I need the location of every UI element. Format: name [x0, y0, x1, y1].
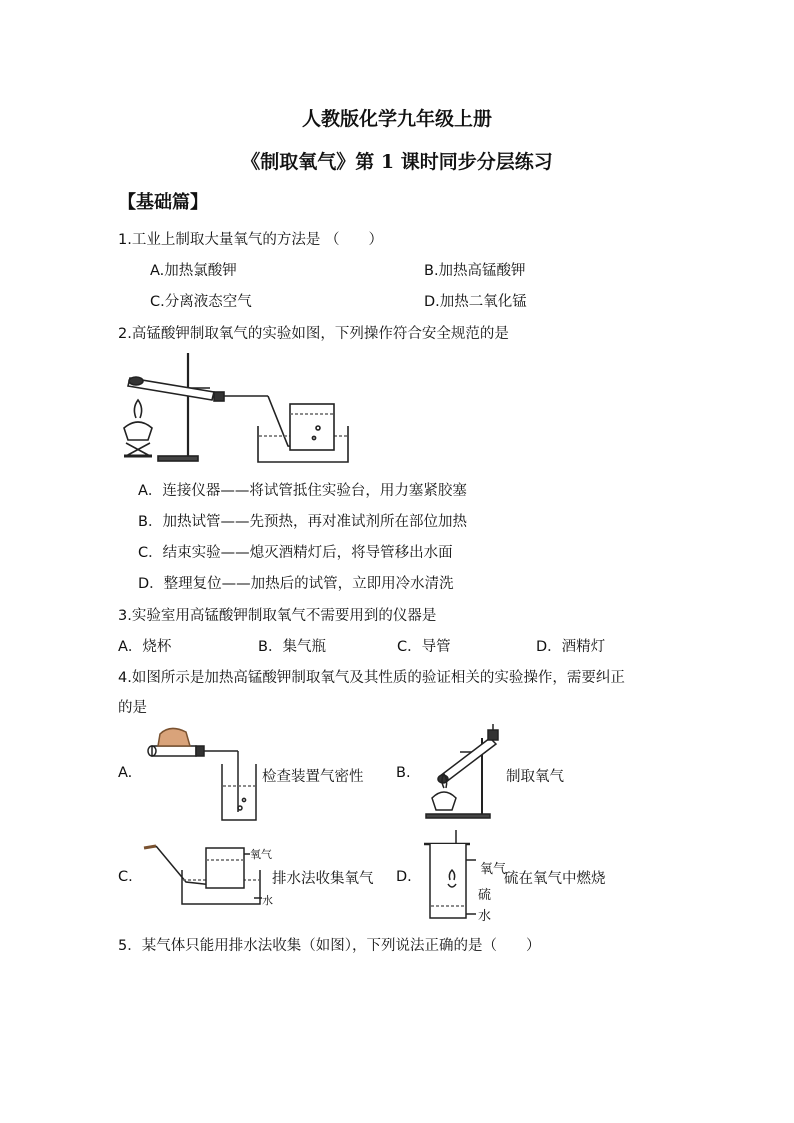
page-subtitle: 《制取氧气》第 1 课时同步分层练习	[241, 151, 553, 173]
question-3-option-a[interactable]: A．烧杯	[118, 639, 172, 655]
question-3-stem: 3.实验室用高锰酸钾制取氧气不需要用到的仪器是	[118, 608, 437, 624]
question-1-option-a[interactable]: A.加热氯酸钾	[150, 263, 237, 279]
question-1-option-b[interactable]: B.加热高锰酸钾	[424, 263, 526, 279]
water-displacement-collection-figure	[142, 838, 262, 910]
question-4-option-c-letter[interactable]: C.	[118, 869, 133, 885]
question-4-stem-line-2: 的是	[118, 700, 147, 716]
question-1-stem: 1.工业上制取大量氧气的方法是 （ ）	[118, 232, 383, 248]
question-4-option-b-caption[interactable]: 制取氧气	[506, 769, 564, 785]
figure-d-water-label: 水	[478, 909, 492, 924]
question-5-stem: 5．某气体只能用排水法收集（如图），下列说法正确的是（ ）	[118, 938, 541, 954]
figure-c-water-label: 水	[262, 894, 273, 907]
question-4-option-b-letter[interactable]: B.	[396, 765, 411, 781]
oxygen-preparation-figure	[420, 722, 514, 822]
figure-d-sulfur-label: 硫	[478, 888, 492, 903]
question-3-option-c[interactable]: C．导管	[397, 639, 451, 655]
question-4-option-c-caption[interactable]: 排水法收集氧气	[272, 871, 374, 887]
question-4-option-d-letter[interactable]: D.	[396, 869, 412, 885]
question-3-option-d[interactable]: D．酒精灯	[536, 639, 606, 655]
figure-c-oxygen-label: 氧气	[250, 848, 272, 861]
question-4-option-a-letter[interactable]: A.	[118, 765, 133, 781]
page-title: 人教版化学九年级上册	[301, 108, 492, 130]
sulfur-combustion-figure	[422, 830, 482, 922]
airtightness-check-figure	[140, 724, 262, 824]
figure-d-oxygen-label: 氧气	[480, 862, 507, 877]
question-1-option-c[interactable]: C.分离液态空气	[150, 294, 252, 310]
question-2-option-c[interactable]: C．结束实验——熄灭酒精灯后，将导管移出水面	[138, 545, 453, 561]
question-2-option-a[interactable]: A．连接仪器——将试管抵住实验台，用力塞紧胶塞	[138, 483, 467, 499]
section-heading: 【基础篇】	[118, 192, 208, 213]
question-4-option-a-caption[interactable]: 检查装置气密性	[262, 769, 364, 785]
question-3-option-b[interactable]: B．集气瓶	[258, 639, 326, 655]
question-4-stem-line-1: 4.如图所示是加热高锰酸钾制取氧气及其性质的验证相关的实验操作，需要纠正	[118, 670, 625, 686]
question-1-option-d[interactable]: D.加热二氧化锰	[424, 294, 527, 310]
potassium-permanganate-apparatus-figure	[118, 348, 353, 470]
question-2-option-b[interactable]: B．加热试管——先预热，再对准试剂所在部位加热	[138, 514, 467, 530]
question-2-stem: 2.高锰酸钾制取氧气的实验如图，下列操作符合安全规范的是	[118, 326, 509, 342]
question-4-option-d-caption[interactable]: 硫在氧气中燃烧	[504, 871, 606, 887]
question-2-option-d[interactable]: D．整理复位——加热后的试管，立即用冷水清洗	[138, 576, 454, 592]
